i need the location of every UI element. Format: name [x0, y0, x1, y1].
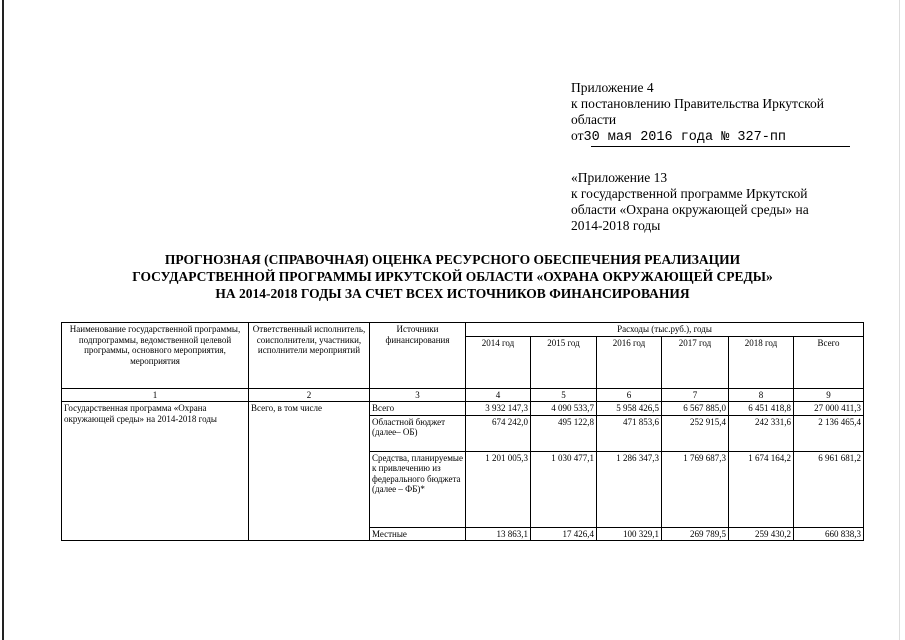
date-underline — [591, 146, 850, 147]
header-name: Наименование государственной программы, подпрограммы, ведомственной целевой программы, основного мероприятия, мероприятия — [62, 323, 249, 389]
title-line1: ПРОГНОЗНАЯ (СПРАВОЧНАЯ) ОЦЕНКА РЕСУРСНОГО ОБЕСПЕЧЕНИЯ РЕАЛИЗАЦИИ — [164, 252, 741, 267]
appendix-13-line4: 2014-2018 годы — [571, 218, 661, 233]
header-expenses: Расходы (тыс.руб.), годы — [466, 323, 864, 337]
column-numbers-row — [62, 388, 864, 402]
date-text: 30 мая 2016 года № 327-пп — [583, 130, 787, 145]
header-responsible: Ответственный исполнитель, соисполнители, участники, исполнители мероприятий — [249, 323, 370, 389]
program-responsible: Всего, в том числе — [249, 402, 370, 541]
header-sources: Источники финансирования — [370, 323, 466, 389]
appendix-4-line1: Приложение 4 — [571, 80, 654, 95]
document-title — [40, 251, 865, 302]
value-cell: 100 329,1 — [597, 527, 662, 541]
funding-table — [61, 322, 864, 541]
header-year-2016: 2016 год — [597, 336, 662, 388]
header-total: Всего — [794, 336, 864, 388]
col-number: 7 — [662, 388, 729, 402]
value-cell: 4 090 533,7 — [531, 402, 597, 416]
col-number: 3 — [370, 388, 466, 402]
appendix-13-line1: «Приложение 13 — [571, 170, 668, 185]
value-cell: 269 789,5 — [662, 527, 729, 541]
value-cell: 5 958 426,5 — [597, 402, 662, 416]
value-cell: 1 674 164,2 — [729, 451, 794, 527]
header-year-2017: 2017 год — [662, 336, 729, 388]
source-cell: Всего — [370, 402, 466, 416]
scan-edge-right — [899, 0, 900, 640]
value-cell: 3 932 147,3 — [466, 402, 531, 416]
value-cell: 1 286 347,3 — [597, 451, 662, 527]
col-number: 9 — [794, 388, 864, 402]
value-cell: 6 961 681,2 — [794, 451, 864, 527]
col-number: 5 — [531, 388, 597, 402]
scan-edge-left — [2, 0, 4, 640]
appendix-4-block — [571, 80, 824, 146]
value-cell: 1 201 005,3 — [466, 451, 531, 527]
header-year-2014: 2014 год — [466, 336, 531, 388]
date-prefix: от — [571, 128, 584, 143]
value-cell: 242 331,6 — [729, 415, 794, 451]
value-cell: 2 136 465,4 — [794, 415, 864, 451]
source-cell: Местные — [370, 527, 466, 541]
appendix-4-line2: к постановлению Правительства Иркутской — [571, 96, 824, 111]
appendix-13-line2: к государственной программе Иркутской — [571, 186, 808, 201]
program-name: Государственная программа «Охрана окружающей среды» на 2014-2018 годы — [62, 402, 249, 541]
value-cell: 471 853,6 — [597, 415, 662, 451]
appendix-4-date-line — [571, 128, 824, 146]
header-year-2018: 2018 год — [729, 336, 794, 388]
col-number: 1 — [62, 388, 249, 402]
col-number: 6 — [597, 388, 662, 402]
value-cell: 6 451 418,8 — [729, 402, 794, 416]
value-cell: 6 567 885,0 — [662, 402, 729, 416]
value-cell: 1 769 687,3 — [662, 451, 729, 527]
value-cell: 495 122,8 — [531, 415, 597, 451]
header-year-2015: 2015 год — [531, 336, 597, 388]
value-cell: 1 030 477,1 — [531, 451, 597, 527]
value-cell: 259 430,2 — [729, 527, 794, 541]
source-cell: Средства, планируемые к привлечению из федерального бюджета (далее – ФБ)* — [370, 451, 466, 527]
title-line3: НА 2014-2018 ГОДЫ ЗА СЧЕТ ВСЕХ ИСТОЧНИКОВ ФИНАНСИРОВАНИЯ — [215, 286, 690, 301]
value-cell: 660 838,3 — [794, 527, 864, 541]
value-cell: 13 863,1 — [466, 527, 531, 541]
title-line2: ГОСУДАРСТВЕННОЙ ПРОГРАММЫ ИРКУТСКОЙ ОБЛАСТИ «ОХРАНА ОКРУЖАЮЩЕЙ СРЕДЫ» — [132, 269, 773, 284]
source-cell: Областной бюджет (далее– ОБ) — [370, 415, 466, 451]
col-number: 8 — [729, 388, 794, 402]
value-cell: 674 242,0 — [466, 415, 531, 451]
value-cell: 27 000 411,3 — [794, 402, 864, 416]
table-row-total — [62, 402, 864, 416]
appendix-13-line3: области «Охрана окружающей среды» на — [571, 202, 809, 217]
appendix-4-line3: области — [571, 112, 617, 127]
col-number: 2 — [249, 388, 370, 402]
col-number: 4 — [466, 388, 531, 402]
value-cell: 252 915,4 — [662, 415, 729, 451]
value-cell: 17 426,4 — [531, 527, 597, 541]
appendix-13-block — [571, 170, 809, 234]
